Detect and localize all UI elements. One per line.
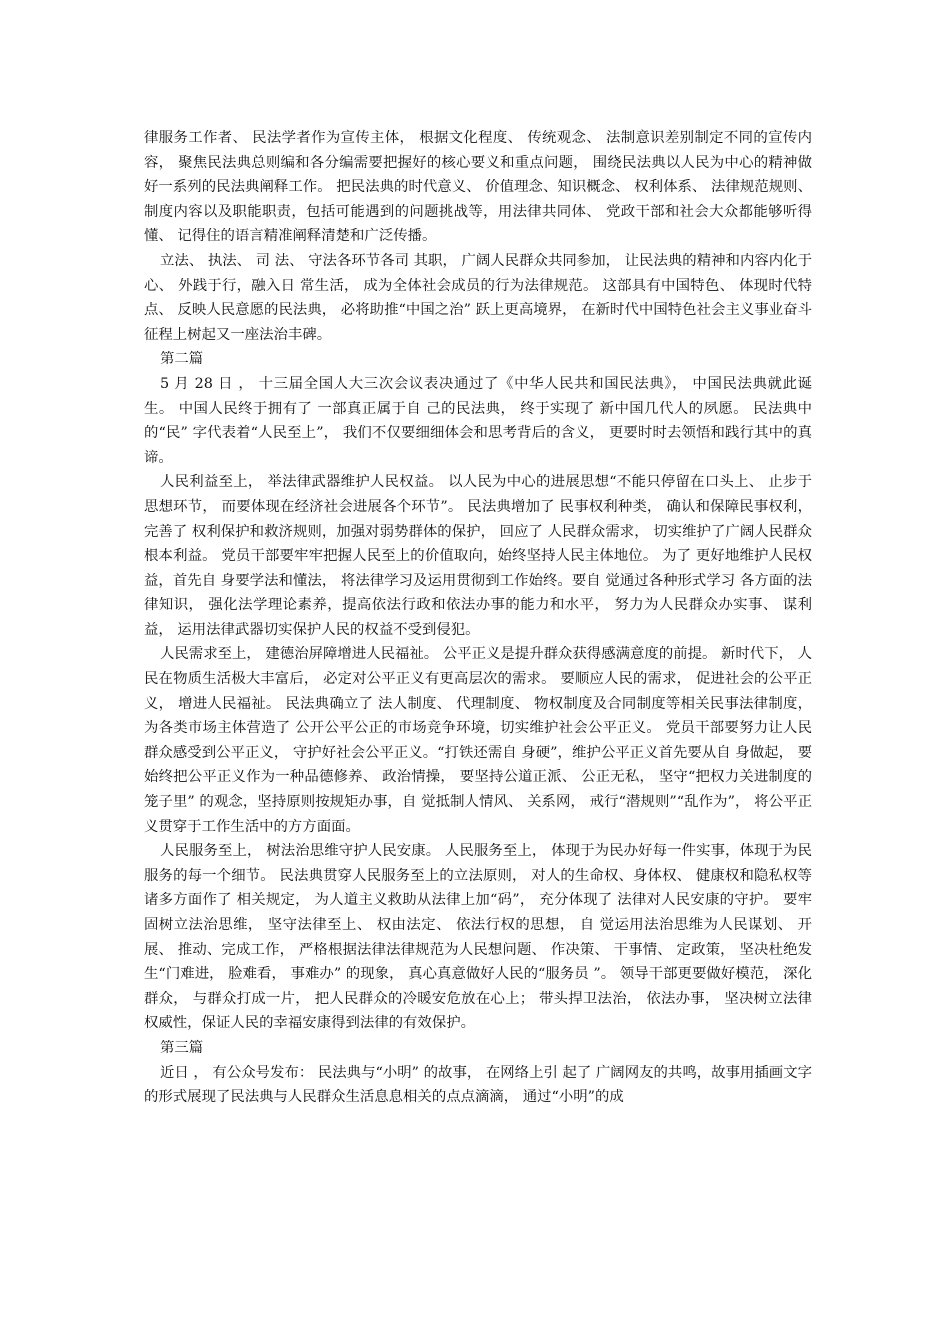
section-heading-second: 第二篇 xyxy=(160,351,204,368)
document-page xyxy=(144,126,817,1110)
paragraph-continuation: 律服务工作者、 民法学者作为宣传主体， 根据文化程度、 传统观念、 法制意识差别制定不同的宣传内容， 聚焦民法典总则编和各分编需要把握好的核心要义和重点问题， 围绕民法典以人民为中心的精神做好一系列的民法典阐释工作。 把民法典的时代意义、 价值理念、知识概念、 权利体系、 法律规范规则、 制度内容以及职能职责，包括可能遇到的问题挑战等，用法律共同体、 党政干部和社会大众都能够听得懂、 记得住的语言精准阐释清楚和广泛传播。 xyxy=(144,130,817,245)
paragraph-civil-code-birth: 5 月 28 日 ， 十三届全国人大三次会议表决通过了《中华人民共和国民法典》， 中国民法典就此诞生。 中国人民终于拥有了 一部真正属于自 己的民法典， 终于实现了 新中国几代人的夙愿。 民法典中的“民” 字代表着“人民至上”， 我们不仅要细细体会和思考背后的含义， 更要时时去领悟和践行其中的真谛。 xyxy=(144,375,812,466)
paragraph-people-demand: 人民需求至上， 建德治屏障增进人民福祉。 公平正义是提升群众获得感满意度的前提。 新时代下， 人民在物质生活极大丰富后， 必定对公平正义有更高层次的需求。 要顺应人民的需求， 促进社会的公平正义， 增进人民福祉。 民法典确立了 法人制度、 代理制度、 物权制度及合同制度等相关民事法律制度， 为各类市场主体营造了 公开公平公正的市场竞争环境，切实维护社会公平正义。 党员干部要努力让人民群众感受到公平正义， 守护好社会公平正义。“打铁还需自 身硬”，维护公平正义首先要从自 身做起， 要始终把公平正义作为一种品德修养、 政治情操， 要坚持公道正派、 公正无私， 坚守“把权力关进制度的笼子里” 的观念，坚持原则按规矩办事，自 觉抵制人情风、 关系网， 戒行“潜规则”“乱作为”， 将公平正义贯穿于工作生活中的方方面面。 xyxy=(144,646,817,835)
paragraph-legal-practice: 立法、 执法、 司 法、 守法各环节各司 其职， 广阔人民群众共同参加， 让民法典的精神和内容内化于心、 外践于行，融入日 常生活， 成为全体社会成员的行为法律规范。 这部具有中国特色、 体现时代特点、 反映人民意愿的民法典， 必将助推“中国之治” 跃上更高境界， 在新时代中国特色社会主义事业奋斗征程上树起又一座法治丰碑。 xyxy=(144,252,812,343)
section-heading-third: 第三篇 xyxy=(160,1039,204,1056)
paragraph-xiaoming-story: 近日 ， 有公众号发布： 民法典与“小明” 的故事， 在网络上引 起了 广阔网友的共鸣，故事用插画文字的形式展现了民法典与人民群众生活息息相关的点点滴滴， 通过“小明”的成 xyxy=(144,1064,812,1106)
paragraph-people-interest: 人民利益至上， 举法律武器维护人民权益。 以人民为中心的进展思想“不能只停留在口头上、 止步于思想环节， 而要体现在经济社会进展各个环节”。 民法典增加了 民事权利种类， 确认和保障民事权利， 完善了 权利保护和救济规则，加强对弱势群体的保护， 回应了 人民群众需求， 切实维护了广阔人民群众根本利益。 党员干部要牢牢把握人民至上的价值取向，始终坚持人民主体地位。 为了 更好地维护人民权益，首先自 身要学法和懂法， 将法律学习及运用贯彻到工作始终。要自 觉通过各种形式学习 各方面的法律知识， 强化法学理论素养，提高依法行政和依法办事的能力和水平， 努力为人民群众办实事、 谋利益， 运用法律武器切实保护人民的权益不受到侵犯。 xyxy=(144,474,817,638)
paragraph-people-service: 人民服务至上， 树法治思维守护人民安康。 人民服务至上， 体现于为民办好每一件实事，体现于为民服务的每一个细节。 民法典贯穿人民服务至上的立法原则， 对人的生命权、身体权、 健康权和隐私权等诸多方面作了 相关规定， 为人道主义救助从法律上加“码”， 充分体现了 法律对人民安康的守护。 要牢固树立法治思维， 坚守法律至上、 权由法定、 依法行权的思想， 自 觉运用法治思维为人民谋划、 开展、 推动、完成工作， 严格根据法律法律规范为人民想问题、 作决策、 干事情、 定政策， 坚决杜绝发生“门难进， 脸难看， 事难办” 的现象， 真心真意做好人民的“服务员 ”。 领导干部更要做好模范， 深化群众， 与群众打成一片， 把人民群众的冷暖安危放在心上； 带头捍卫法治， 依法办事， 坚决树立法律权威性，保证人民的幸福安康得到法律的有效保护。 xyxy=(144,843,812,1032)
